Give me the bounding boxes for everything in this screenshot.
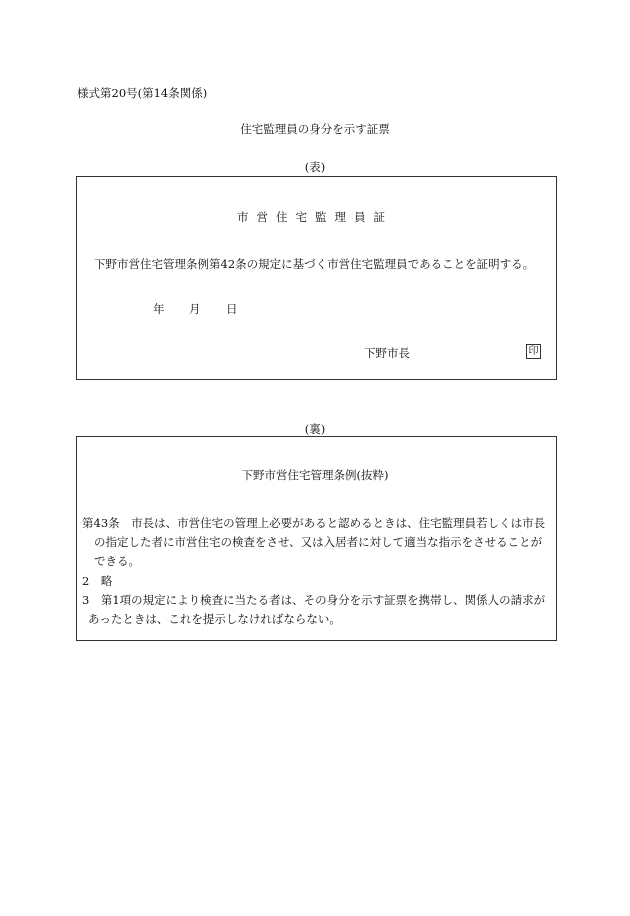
back-side-label: (裏) bbox=[304, 422, 326, 436]
article-line-3: できる。 bbox=[94, 554, 140, 568]
front-statement: 下野市営住宅管理条例第42条の規定に基づく市営住宅監理員であることを証明する。 bbox=[94, 257, 535, 271]
article-line-2: の指定した者に市営住宅の検査をさせ、又は入居者に対して適当な指示をさせることが bbox=[94, 535, 543, 549]
front-card bbox=[76, 176, 557, 380]
front-heading: 市営住宅監理員証 bbox=[237, 210, 393, 224]
issuer: 下野市長 bbox=[364, 346, 410, 360]
item-3-line-2: あったときは、これを提示しなければならない。 bbox=[88, 612, 341, 626]
date-day: 日 bbox=[226, 302, 238, 316]
back-heading: 下野市営住宅管理条例(抜粋) bbox=[241, 468, 389, 482]
item-2: 2 略 bbox=[82, 574, 113, 588]
date-month: 月 bbox=[189, 302, 201, 316]
form-number: 様式第20号(第14条関係) bbox=[77, 86, 208, 100]
article-line-1: 第43条 市長は、市営住宅の管理上必要があると認めるときは、住宅監理員若しくは市長 bbox=[82, 516, 546, 530]
item-3-line-1: 3 第1項の規定により検査に当たる者は、その身分を示す証票を携帯し、関係人の請求が bbox=[82, 593, 546, 607]
date-year: 年 bbox=[153, 302, 165, 316]
seal-mark: 印 bbox=[526, 344, 541, 359]
front-side-label: (表) bbox=[304, 160, 326, 174]
document-title: 住宅監理員の身分を示す証票 bbox=[240, 122, 390, 136]
